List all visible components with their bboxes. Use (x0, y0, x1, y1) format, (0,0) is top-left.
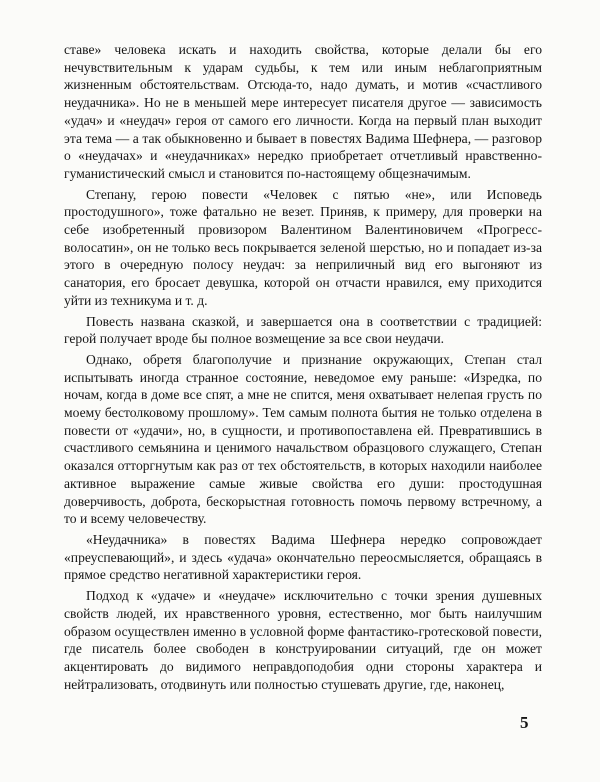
paragraph-3: Повесть названа сказкой, и завершается она в соответствии с традицией: герой получает вроде бы полное возмещение за все свои неудачи. (64, 313, 542, 347)
paragraph-2: Степану, герою повести «Человек с пятью «не», или Исповедь простодушного», тоже фатально не везет. Приняв, к примеру, для проверки на себе изобретенный провизором Валентином Валентиновичем «Прогресс-волосатин», он не только весь покрывается зеленой шерстью, но и попадает из-за этого в очередную полосу неудач: за неприличный вид его выгоняют из санатория, его бросает девушка, которой он отчасти нравился, ему приходится уйти из техникума и т. д. (64, 186, 542, 308)
paragraph-4: Однако, обретя благополучие и признание окружающих, Степан стал испытывать иногда странное состояние, неведомое ему раньше: «Изредка, по ночам, когда в доме все спят, а мне не спится, меня охватывает нелепая грусть по моему бестолковому прошлому». Тем самым полнота бытия не только отделена в повести от «удачи», но, в сущности, и противопоставлена ей. Превратившись в счастливого семьянина и ценимого начальством образцового служащего, Степан оказался отторгнутым как раз от тех обстоятельств, в которых находили наиболее активное выражение самые живые свойства его души: простодушная доверчивость, доброта, бескорыстная готовность помочь первому встречному, а то и всему человечеству. (64, 351, 542, 527)
paragraph-1: ставе» человека искать и находить свойства, которые делали бы его нечувствительным к ударам судьбы, к тем или иным неблагоприятным жизненным обстоятельствам. Отсюда-то, надо думать, и мотив «счастливого неудачника». Но не в меньшей мере интересует писателя другое — зависимость «удач» и «неудач» героя от самого его личности. Когда на первый план выходит эта тема — а так обыкновенно и бывает в повестях Вадима Шефнера, — разговор о «неудачах» и «неудачниках» нередко приобретает отчетливый нравственно-гуманистический смысл и становится по-настоящему общезначимым. (64, 42, 542, 181)
paragraph-5: «Неудачника» в повестях Вадима Шефнера нередко сопровождает «преуспевающий», и здесь «удача» окончательно переосмысляется, обращаясь в прямое средство негативной характеристики героя. (64, 531, 542, 583)
paragraph-6: Подход к «удаче» и «неудаче» исключительно с точки зрения душевных свойств людей, их нравственного уровня, естественно, мог быть наилучшим образом осуществлен именно в условной форме фантастико-гротесковой повести, где писатель более свободен в конструировании ситуаций, где он может акцентировать до видимого неправдоподобия одни стороны характера и нейтрализовать, отодвинуть или полностью стушевать другие, где, наконец, (64, 588, 542, 692)
page-number: 5 (520, 713, 529, 732)
body-text (64, 41, 542, 693)
